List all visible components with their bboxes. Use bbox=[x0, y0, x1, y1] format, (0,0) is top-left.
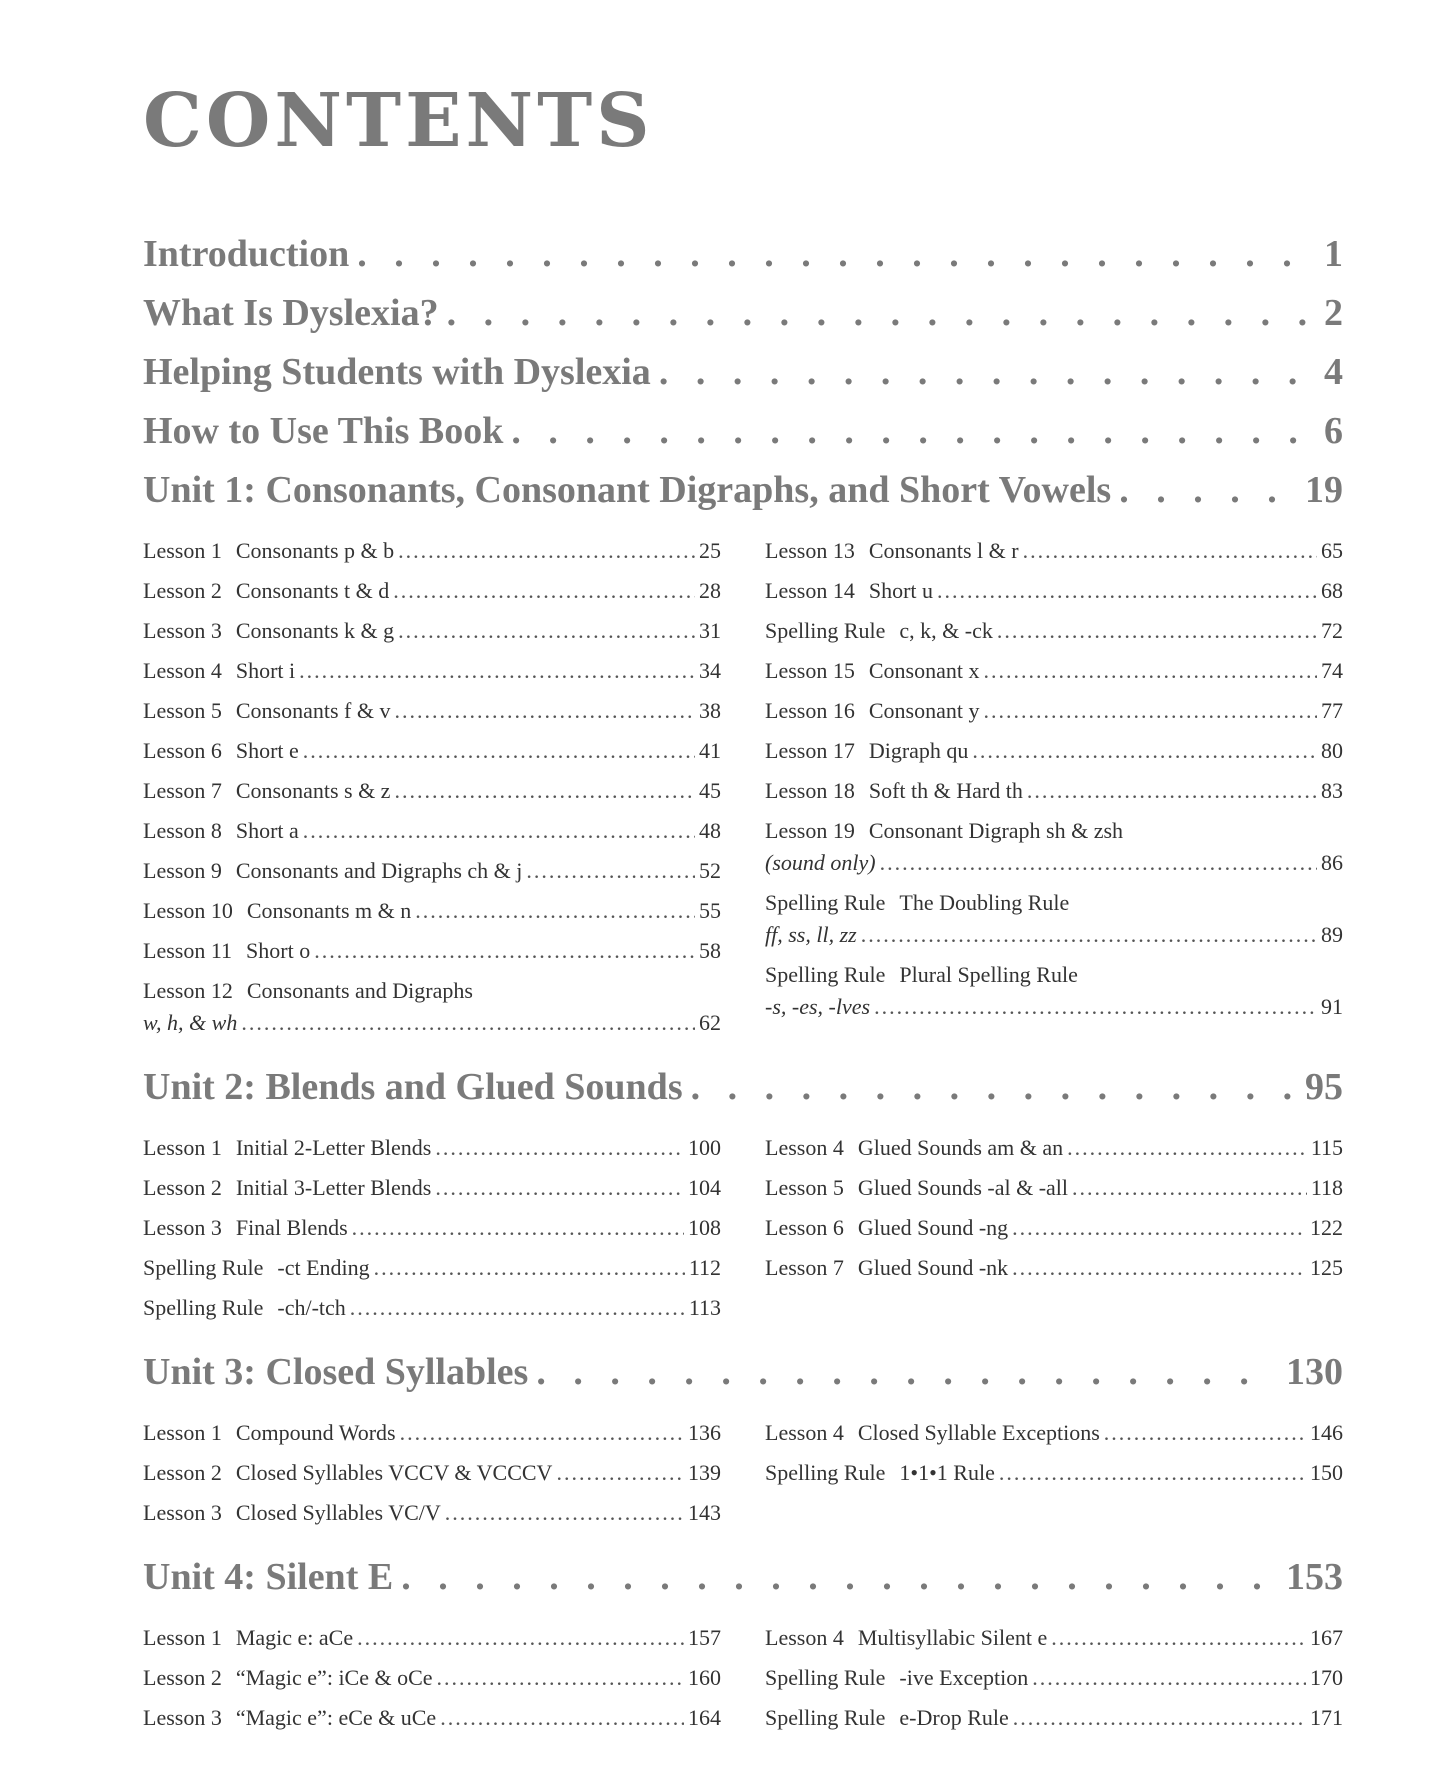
lesson-column-right bbox=[765, 531, 1343, 1043]
lesson-page: 91 bbox=[1321, 994, 1343, 1019]
lesson-entry[interactable] bbox=[143, 851, 721, 891]
dot-leader bbox=[357, 1618, 684, 1658]
lesson-name: Consonant x bbox=[868, 658, 980, 683]
lesson-entry[interactable] bbox=[143, 1493, 721, 1533]
lesson-entry[interactable] bbox=[765, 771, 1343, 811]
lesson-name: Consonants m & n bbox=[246, 898, 412, 923]
lesson-label: Lesson 4 bbox=[765, 1135, 844, 1160]
dot-leader bbox=[659, 350, 1316, 394]
entry-title: How to Use This Book bbox=[143, 410, 504, 452]
dot-leader bbox=[440, 1698, 684, 1738]
dot-leader bbox=[1027, 771, 1317, 811]
dot-leader bbox=[526, 851, 695, 891]
lesson-name: Magic e: aCe bbox=[235, 1625, 354, 1650]
lesson-label: Lesson 16 bbox=[765, 698, 855, 723]
lesson-column-right bbox=[765, 1128, 1343, 1328]
unit-section bbox=[143, 1555, 1343, 1738]
entry-page: 6 bbox=[1324, 410, 1343, 452]
lesson-entry[interactable] bbox=[765, 1413, 1343, 1453]
lesson-entry[interactable] bbox=[143, 1168, 721, 1208]
lesson-label: Lesson 12 bbox=[143, 978, 233, 1003]
dot-leader bbox=[393, 571, 695, 611]
lesson-name: Consonant y bbox=[868, 698, 980, 723]
lesson-label: Lesson 17 bbox=[765, 738, 855, 763]
lesson-name: Consonants k & g bbox=[235, 618, 395, 643]
lesson-label: Lesson 7 bbox=[143, 778, 222, 803]
lesson-page: 31 bbox=[699, 618, 721, 643]
lesson-page: 113 bbox=[688, 1295, 721, 1320]
unit-title: Unit 3: Closed Syllables bbox=[143, 1351, 529, 1393]
dot-leader bbox=[1023, 531, 1317, 571]
lesson-entry[interactable] bbox=[765, 1698, 1343, 1738]
unit-title: Unit 1: Consonants, Consonant Digraphs, and Short Vowels bbox=[143, 469, 1112, 511]
dot-leader bbox=[1012, 1208, 1306, 1248]
lesson-name: “Magic e”: iCe & oCe bbox=[235, 1665, 433, 1690]
dot-leader bbox=[1067, 1128, 1307, 1168]
lesson-page: 125 bbox=[1310, 1255, 1343, 1280]
lesson-name: Soft th & Hard th bbox=[868, 778, 1023, 803]
lesson-entry[interactable] bbox=[143, 1248, 721, 1288]
unit-section bbox=[143, 1065, 1343, 1328]
lesson-name: 1•1•1 Rule bbox=[899, 1460, 995, 1485]
lesson-label: Lesson 9 bbox=[143, 858, 222, 883]
lesson-label: Lesson 6 bbox=[765, 1215, 844, 1240]
lesson-label: Lesson 5 bbox=[765, 1175, 844, 1200]
lesson-entry[interactable] bbox=[765, 883, 1343, 955]
dot-leader bbox=[999, 1453, 1306, 1493]
dot-leader bbox=[400, 1413, 684, 1453]
lesson-entry[interactable] bbox=[143, 1208, 721, 1248]
lesson-page: 72 bbox=[1321, 618, 1343, 643]
dot-leader bbox=[997, 611, 1317, 651]
lesson-label: Lesson 13 bbox=[765, 538, 855, 563]
dot-leader bbox=[983, 691, 1317, 731]
lesson-label: Lesson 1 bbox=[143, 1135, 222, 1160]
lesson-name: Short o bbox=[246, 938, 311, 963]
lesson-name: Glued Sound -nk bbox=[857, 1255, 1009, 1280]
dot-leader bbox=[437, 1658, 684, 1698]
dot-leader bbox=[1013, 1698, 1306, 1738]
lesson-name: Closed Syllables VCCV & VCCCV bbox=[235, 1460, 553, 1485]
dot-leader bbox=[972, 731, 1317, 771]
lesson-page: 104 bbox=[688, 1175, 721, 1200]
entry-title: What Is Dyslexia? bbox=[143, 292, 439, 334]
unit-title: Unit 4: Silent E bbox=[143, 1556, 394, 1598]
lesson-column-left bbox=[143, 1618, 721, 1738]
lesson-name-continued: ff, ss, ll, zz bbox=[765, 922, 857, 947]
lesson-page: 55 bbox=[699, 898, 721, 923]
lesson-entry[interactable] bbox=[143, 811, 721, 851]
lesson-name: Glued Sounds am & an bbox=[857, 1135, 1064, 1160]
toc-entry-how-to-use[interactable] bbox=[143, 409, 1343, 468]
dot-leader bbox=[1012, 1248, 1306, 1288]
lesson-label: Spelling Rule bbox=[765, 618, 886, 643]
lesson-label: Lesson 8 bbox=[143, 818, 222, 843]
lesson-entry[interactable] bbox=[143, 971, 721, 1043]
dot-leader bbox=[394, 771, 695, 811]
lesson-label: Lesson 1 bbox=[143, 538, 222, 563]
lesson-name-continued: -s, -es, -lves bbox=[765, 994, 871, 1019]
lesson-label: Lesson 2 bbox=[143, 1460, 222, 1485]
lesson-name: Initial 2-Letter Blends bbox=[235, 1135, 432, 1160]
dot-leader bbox=[445, 1493, 684, 1533]
lesson-page: 118 bbox=[1310, 1175, 1343, 1200]
lesson-label: Lesson 3 bbox=[143, 1215, 222, 1240]
lesson-entry[interactable] bbox=[143, 1698, 721, 1738]
toc-entry-introduction[interactable] bbox=[143, 232, 1343, 291]
lesson-page: 74 bbox=[1321, 658, 1343, 683]
lesson-page: 45 bbox=[699, 778, 721, 803]
lesson-page: 115 bbox=[1310, 1135, 1343, 1160]
lesson-page: 122 bbox=[1310, 1215, 1343, 1240]
toc-entry-helping-students[interactable] bbox=[143, 350, 1343, 409]
lesson-label: Lesson 1 bbox=[143, 1625, 222, 1650]
lesson-name: Closed Syllables VC/V bbox=[235, 1500, 441, 1525]
lesson-entry[interactable] bbox=[143, 691, 721, 731]
dot-leader bbox=[861, 919, 1317, 951]
unit-heading[interactable] bbox=[143, 1065, 1343, 1124]
lesson-columns bbox=[143, 1413, 1343, 1533]
unit-heading[interactable] bbox=[143, 1555, 1343, 1614]
dot-leader bbox=[401, 1555, 1278, 1599]
lesson-entry[interactable] bbox=[143, 611, 721, 651]
lesson-entry[interactable] bbox=[143, 1618, 721, 1658]
lesson-entry[interactable] bbox=[765, 691, 1343, 731]
lesson-name: Short u bbox=[868, 578, 934, 603]
unit-page: 153 bbox=[1286, 1556, 1343, 1598]
dot-leader bbox=[314, 931, 695, 971]
lesson-label: Lesson 6 bbox=[143, 738, 222, 763]
table-of-contents bbox=[143, 232, 1343, 1738]
lesson-label: Spelling Rule bbox=[143, 1295, 264, 1320]
toc-entry-what-is-dyslexia[interactable] bbox=[143, 291, 1343, 350]
lesson-page: 65 bbox=[1321, 538, 1343, 563]
lesson-column-left bbox=[143, 1413, 721, 1533]
lesson-label: Lesson 2 bbox=[143, 1665, 222, 1690]
lesson-page: 38 bbox=[699, 698, 721, 723]
unit-page: 19 bbox=[1305, 469, 1343, 511]
lesson-entry[interactable] bbox=[765, 1168, 1343, 1208]
dot-leader bbox=[415, 891, 695, 931]
dot-leader bbox=[874, 991, 1317, 1023]
lesson-entry[interactable] bbox=[765, 955, 1343, 1027]
dot-leader bbox=[303, 811, 695, 851]
lesson-label: Spelling Rule bbox=[765, 1460, 886, 1485]
dot-leader bbox=[435, 1168, 684, 1208]
lesson-column-right bbox=[765, 1413, 1343, 1533]
lesson-name: Closed Syllable Exceptions bbox=[857, 1420, 1100, 1445]
lesson-column-right bbox=[765, 1618, 1343, 1738]
lesson-page: 25 bbox=[699, 538, 721, 563]
lesson-page: 143 bbox=[688, 1500, 721, 1525]
dot-leader bbox=[352, 1208, 684, 1248]
lesson-page: 108 bbox=[688, 1215, 721, 1240]
lesson-label: Lesson 3 bbox=[143, 1705, 222, 1730]
dot-leader bbox=[398, 611, 695, 651]
lesson-name: The Doubling Rule bbox=[899, 890, 1070, 915]
lesson-label: Lesson 10 bbox=[143, 898, 233, 923]
lesson-columns bbox=[143, 531, 1343, 1043]
lesson-page: 58 bbox=[699, 938, 721, 963]
unit-heading[interactable] bbox=[143, 1350, 1343, 1409]
lesson-page: 136 bbox=[688, 1420, 721, 1445]
lesson-page: 146 bbox=[1310, 1420, 1343, 1445]
lesson-label: Lesson 14 bbox=[765, 578, 855, 603]
dot-leader bbox=[241, 1007, 695, 1039]
lesson-label: Spelling Rule bbox=[765, 962, 886, 987]
lesson-entry[interactable] bbox=[765, 1248, 1343, 1288]
lesson-label: Lesson 4 bbox=[143, 658, 222, 683]
lesson-page: 68 bbox=[1321, 578, 1343, 603]
lesson-entry[interactable] bbox=[143, 531, 721, 571]
lesson-column-left bbox=[143, 1128, 721, 1328]
lesson-entry[interactable] bbox=[765, 571, 1343, 611]
lesson-label: Spelling Rule bbox=[143, 1255, 264, 1280]
lesson-label: Lesson 4 bbox=[765, 1625, 844, 1650]
lesson-label: Lesson 7 bbox=[765, 1255, 844, 1280]
lesson-label: Spelling Rule bbox=[765, 1665, 886, 1690]
lesson-label: Lesson 15 bbox=[765, 658, 855, 683]
lesson-entry[interactable] bbox=[143, 1288, 721, 1328]
dot-leader bbox=[303, 731, 695, 771]
lesson-page: 48 bbox=[699, 818, 721, 843]
lesson-name: Consonants l & r bbox=[868, 538, 1019, 563]
lesson-name-continued: (sound only) bbox=[765, 850, 876, 875]
lesson-name: Plural Spelling Rule bbox=[899, 962, 1078, 987]
lesson-entry[interactable] bbox=[143, 1128, 721, 1168]
page-title: CONTENTS bbox=[143, 78, 654, 164]
dot-leader bbox=[350, 1288, 685, 1328]
lesson-page: 77 bbox=[1321, 698, 1343, 723]
lesson-name: Compound Words bbox=[235, 1420, 396, 1445]
lesson-entry[interactable] bbox=[143, 1658, 721, 1698]
unit-section bbox=[143, 1350, 1343, 1533]
lesson-entry[interactable] bbox=[765, 811, 1343, 883]
lesson-page: 139 bbox=[688, 1460, 721, 1485]
lesson-label: Lesson 2 bbox=[143, 1175, 222, 1200]
lesson-entry[interactable] bbox=[143, 1413, 721, 1453]
dot-leader bbox=[447, 291, 1316, 335]
lesson-page: 150 bbox=[1310, 1460, 1343, 1485]
lesson-page: 52 bbox=[699, 858, 721, 883]
lesson-entry[interactable] bbox=[765, 1658, 1343, 1698]
dot-leader bbox=[398, 531, 695, 571]
dot-leader bbox=[394, 691, 695, 731]
lesson-page: 86 bbox=[1321, 850, 1343, 875]
lesson-name: Consonants s & z bbox=[235, 778, 391, 803]
entry-title: Introduction bbox=[143, 233, 350, 275]
lesson-entry[interactable] bbox=[765, 731, 1343, 771]
lesson-name: -ive Exception bbox=[899, 1665, 1029, 1690]
lesson-page: 157 bbox=[688, 1625, 721, 1650]
dot-leader bbox=[1119, 468, 1297, 512]
dot-leader bbox=[1032, 1658, 1306, 1698]
lesson-page: 80 bbox=[1321, 738, 1343, 763]
lesson-entry[interactable] bbox=[765, 1618, 1343, 1658]
lesson-label: Lesson 19 bbox=[765, 818, 855, 843]
lesson-page: 41 bbox=[699, 738, 721, 763]
entry-title: Helping Students with Dyslexia bbox=[143, 351, 651, 393]
lesson-label: Spelling Rule bbox=[765, 1705, 886, 1730]
lesson-page: 28 bbox=[699, 578, 721, 603]
unit-section bbox=[143, 468, 1343, 1043]
lesson-columns bbox=[143, 1618, 1343, 1738]
lesson-label: Lesson 3 bbox=[143, 618, 222, 643]
lesson-name: Short a bbox=[235, 818, 299, 843]
lesson-name: Digraph qu bbox=[868, 738, 969, 763]
dot-leader bbox=[1051, 1618, 1306, 1658]
lesson-name-continued: w, h, & wh bbox=[143, 1010, 238, 1035]
lesson-name: Short e bbox=[235, 738, 299, 763]
lesson-column-left bbox=[143, 531, 721, 1043]
lesson-name: “Magic e”: eCe & uCe bbox=[235, 1705, 437, 1730]
lesson-entry[interactable] bbox=[143, 891, 721, 931]
lesson-entry[interactable] bbox=[765, 1453, 1343, 1493]
lesson-entry[interactable] bbox=[143, 731, 721, 771]
lesson-name: -ct Ending bbox=[277, 1255, 370, 1280]
lesson-name: Consonants f & v bbox=[235, 698, 391, 723]
dot-leader bbox=[880, 847, 1317, 879]
dot-leader bbox=[374, 1248, 685, 1288]
dot-leader bbox=[1104, 1413, 1306, 1453]
entry-page: 2 bbox=[1324, 292, 1343, 334]
dot-leader bbox=[536, 1350, 1278, 1394]
lesson-page: 89 bbox=[1321, 922, 1343, 947]
unit-title: Unit 2: Blends and Glued Sounds bbox=[143, 1066, 683, 1108]
lesson-page: 160 bbox=[688, 1665, 721, 1690]
lesson-entry[interactable] bbox=[143, 571, 721, 611]
lesson-page: 83 bbox=[1321, 778, 1343, 803]
lesson-page: 164 bbox=[688, 1705, 721, 1730]
lesson-name: Final Blends bbox=[235, 1215, 348, 1240]
lesson-label: Lesson 5 bbox=[143, 698, 222, 723]
lesson-name: Consonants t & d bbox=[235, 578, 390, 603]
lesson-page: 62 bbox=[699, 1010, 721, 1035]
lesson-entry[interactable] bbox=[765, 651, 1343, 691]
lesson-label: Lesson 1 bbox=[143, 1420, 222, 1445]
dot-leader bbox=[299, 651, 695, 691]
lesson-name: Consonants and Digraphs ch & j bbox=[235, 858, 523, 883]
dot-leader bbox=[983, 651, 1317, 691]
lesson-label: Lesson 3 bbox=[143, 1500, 222, 1525]
lesson-entry[interactable] bbox=[765, 1208, 1343, 1248]
dot-leader bbox=[511, 409, 1316, 453]
lesson-label: Lesson 18 bbox=[765, 778, 855, 803]
lesson-name: c, k, & -ck bbox=[899, 618, 993, 643]
lesson-name: Glued Sound -ng bbox=[857, 1215, 1009, 1240]
lesson-name: Consonants and Digraphs bbox=[246, 978, 473, 1003]
lesson-name: Short i bbox=[235, 658, 296, 683]
dot-leader bbox=[1072, 1168, 1307, 1208]
lesson-label: Lesson 11 bbox=[143, 938, 233, 963]
lesson-name: Consonant Digraph sh & zsh bbox=[868, 818, 1124, 843]
lesson-name: Consonants p & b bbox=[235, 538, 395, 563]
lesson-page: 170 bbox=[1310, 1665, 1343, 1690]
unit-page: 130 bbox=[1286, 1351, 1343, 1393]
lesson-page: 112 bbox=[688, 1255, 721, 1280]
lesson-label: Spelling Rule bbox=[765, 890, 886, 915]
lesson-page: 167 bbox=[1310, 1625, 1343, 1650]
lesson-name: Initial 3-Letter Blends bbox=[235, 1175, 432, 1200]
dot-leader bbox=[435, 1128, 684, 1168]
entry-page: 4 bbox=[1324, 351, 1343, 393]
dot-leader bbox=[691, 1065, 1297, 1109]
unit-page: 95 bbox=[1305, 1066, 1343, 1108]
lesson-columns bbox=[143, 1128, 1343, 1328]
lesson-entry[interactable] bbox=[143, 931, 721, 971]
lesson-entry[interactable] bbox=[765, 611, 1343, 651]
lesson-entry[interactable] bbox=[143, 1453, 721, 1493]
dot-leader bbox=[937, 571, 1317, 611]
lesson-page: 100 bbox=[688, 1135, 721, 1160]
lesson-label: Lesson 2 bbox=[143, 578, 222, 603]
lesson-name: Multisyllabic Silent e bbox=[857, 1625, 1048, 1650]
entry-page: 1 bbox=[1324, 233, 1343, 275]
lesson-entry[interactable] bbox=[765, 1128, 1343, 1168]
lesson-page: 171 bbox=[1310, 1705, 1343, 1730]
dot-leader bbox=[556, 1453, 684, 1493]
lesson-name: Glued Sounds -al & -all bbox=[857, 1175, 1069, 1200]
lesson-name: e-Drop Rule bbox=[899, 1705, 1009, 1730]
lesson-label: Lesson 4 bbox=[765, 1420, 844, 1445]
lesson-entry[interactable] bbox=[765, 531, 1343, 571]
lesson-entry[interactable] bbox=[143, 651, 721, 691]
unit-heading[interactable] bbox=[143, 468, 1343, 527]
units-list bbox=[143, 468, 1343, 1738]
lesson-entry[interactable] bbox=[143, 771, 721, 811]
dot-leader bbox=[357, 232, 1316, 276]
lesson-name: -ch/-tch bbox=[277, 1295, 346, 1320]
lesson-page: 34 bbox=[699, 658, 721, 683]
